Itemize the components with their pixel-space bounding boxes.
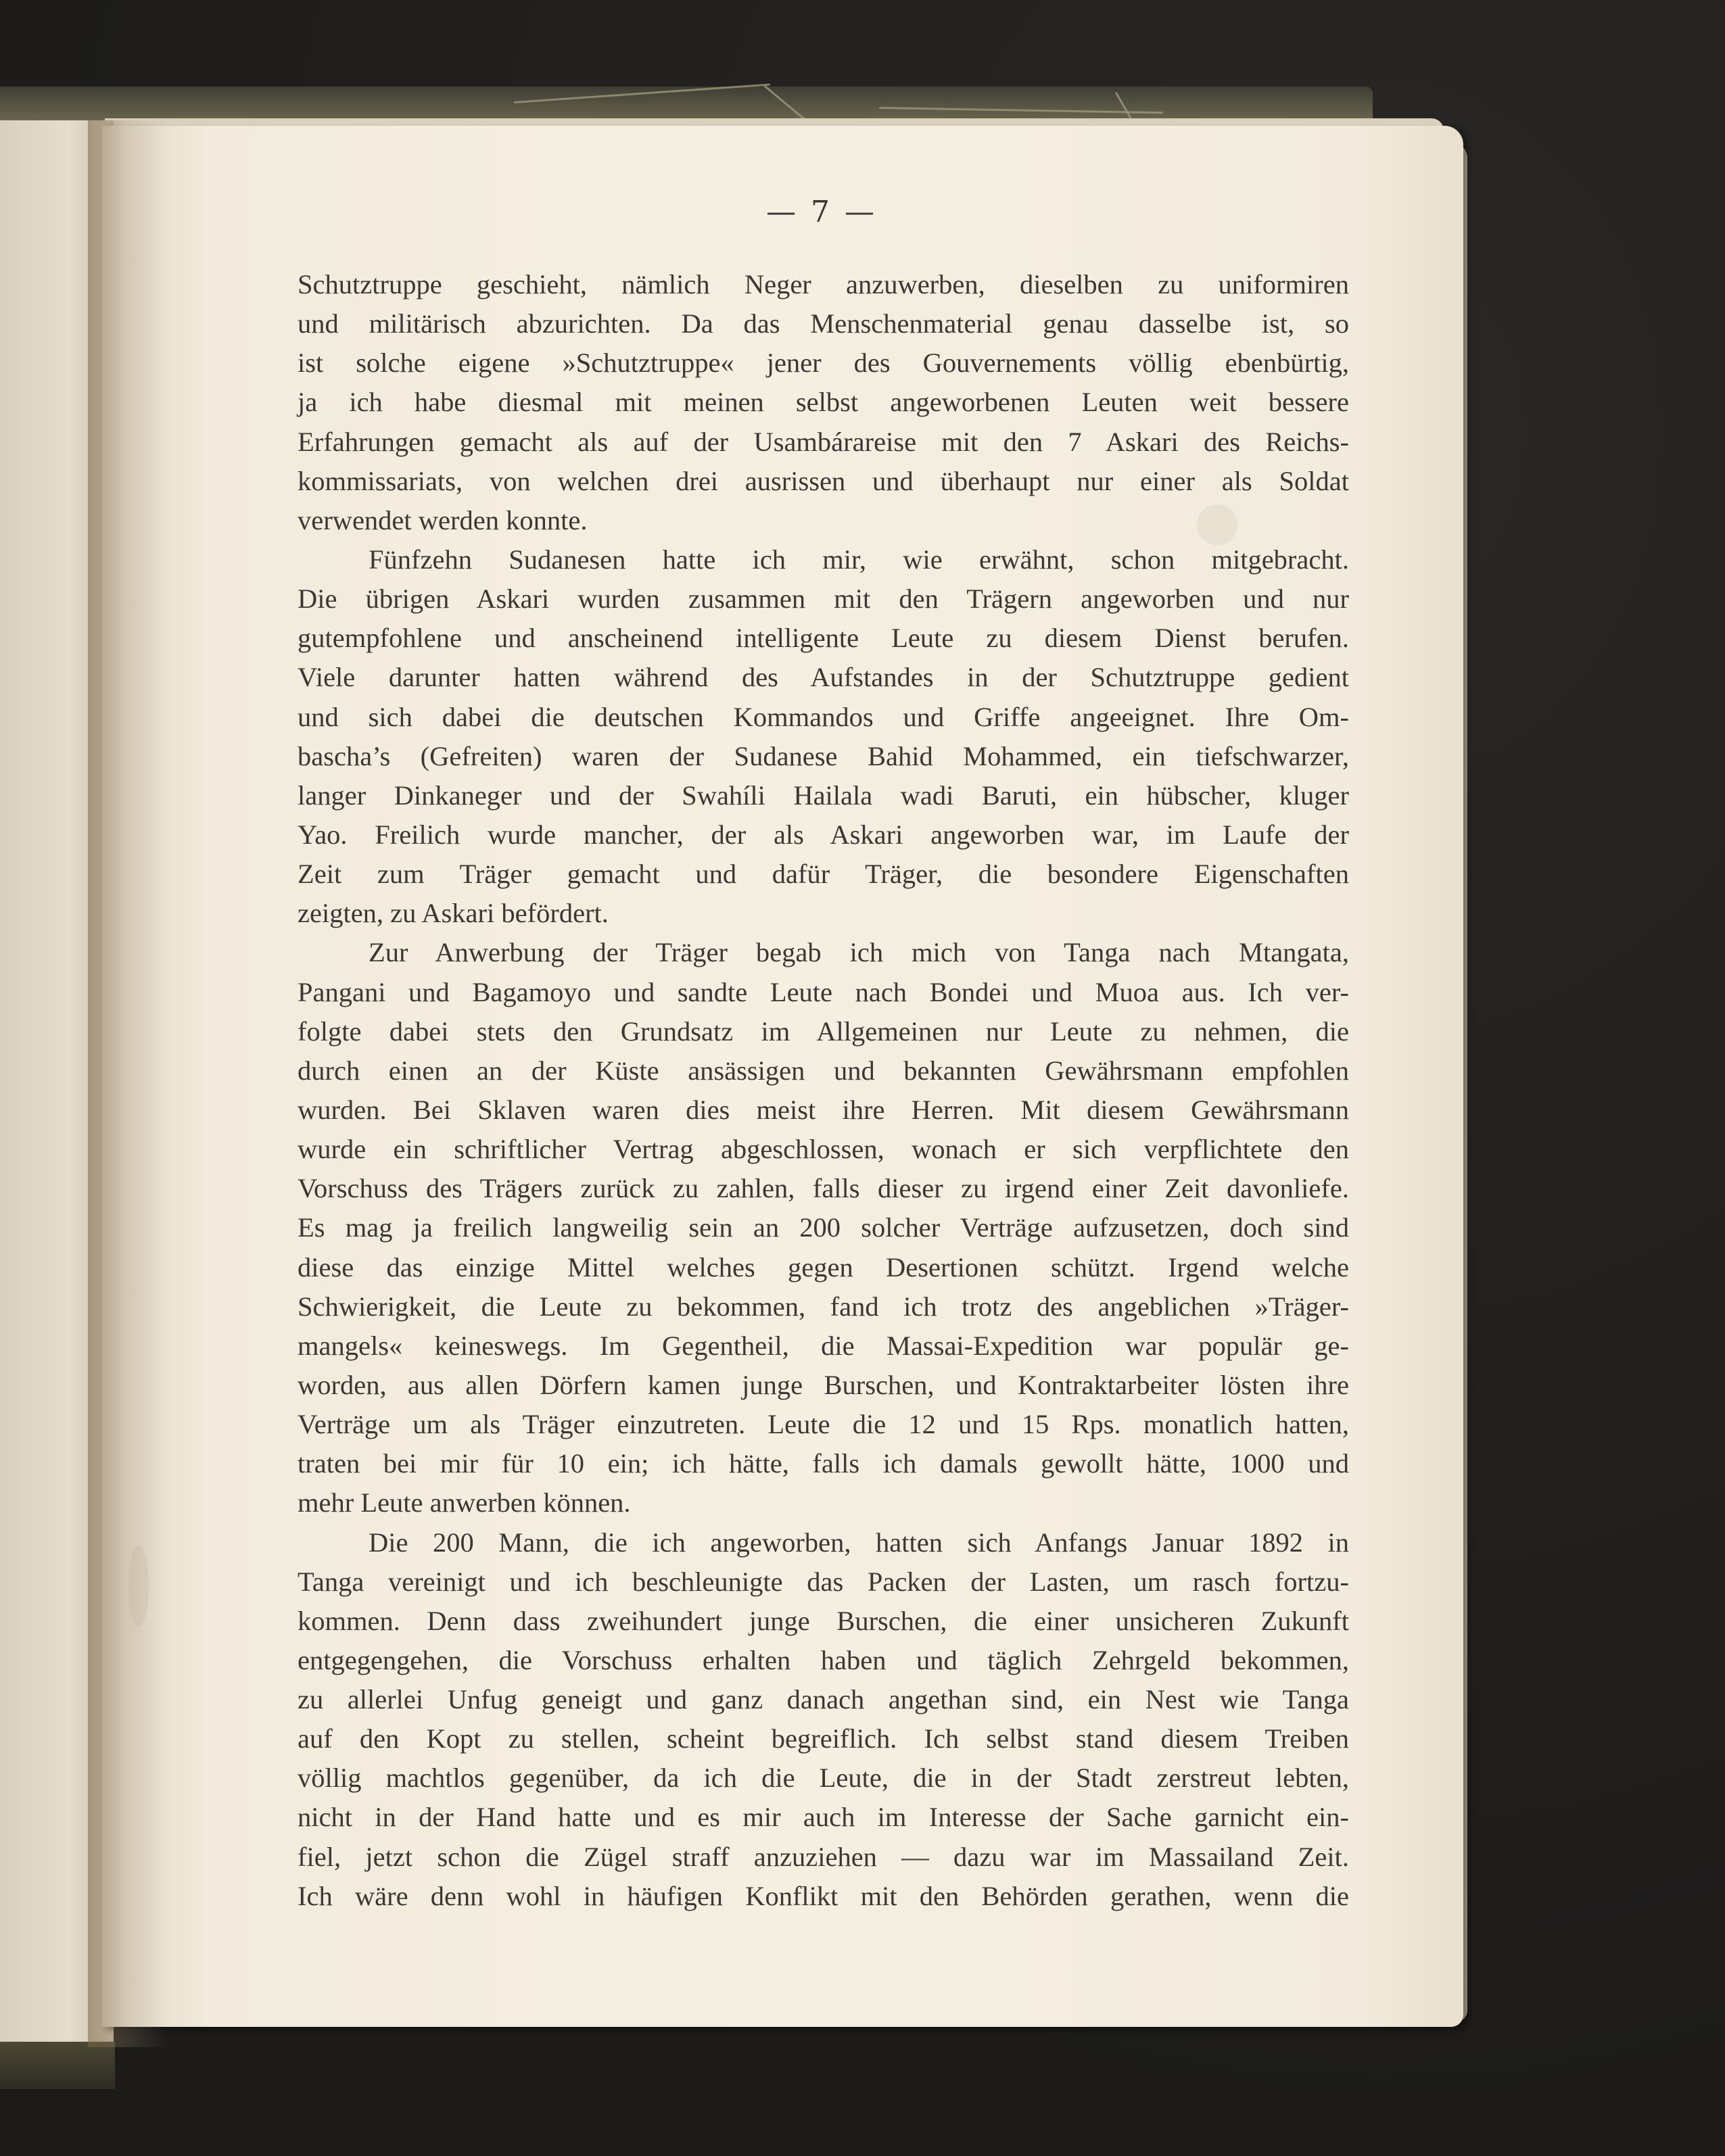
text-line: und militärisch abzurichten. Da das Menschenmaterial genau dasselbe ist, so: [298, 308, 1349, 339]
text-line: ist solche eigene »Schutztruppe« jener des Gouvernements völlig ebenbürtig,: [298, 348, 1349, 379]
body-text: [298, 265, 1349, 1916]
text-line: gutempfohlene und anscheinend intelligente Leute zu diesem Dienst berufen.: [298, 623, 1349, 654]
text-line: Tanga vereinigt und ich beschleunigte das Packen der Lasten, um rasch fortzu-: [298, 1566, 1349, 1597]
text-line: mangels« keineswegs. Im Gegentheil, die Massai-Expedition war populär ge-: [298, 1330, 1349, 1361]
text-line: kommen. Denn dass zweihundert junge Burschen, die einer unsicheren Zukunft: [298, 1605, 1349, 1636]
book-cover-bottom-edge: [0, 2042, 115, 2089]
text-line: mehr Leute anwerben können.: [298, 1487, 631, 1518]
text-line: Vorschuss des Trägers zurück zu zahlen, falls dieser zu irgend einer Zeit davonliefe.: [298, 1173, 1349, 1204]
text-line: ja ich habe diesmal mit meinen selbst angeworbenen Leuten weit bessere: [298, 387, 1349, 418]
page-number: — 7 —: [766, 195, 877, 229]
text-line: wurden. Bei Sklaven waren dies meist ihre Herren. Mit diesem Gewährsmann: [298, 1094, 1349, 1125]
text-line: zu allerlei Unfug geneigt und ganz danach angethan sind, ein Nest wie Tanga: [298, 1684, 1349, 1715]
gutter-shadow: [88, 120, 169, 2047]
text-line: verwendet werden konnte.: [298, 504, 588, 535]
text-line: Zur Anwerbung der Träger begab ich mich von Tanga nach Mtangata,: [369, 937, 1349, 968]
text-line: durch einen an der Küste ansässigen und bekannten Gewährsmann empfohlen: [298, 1055, 1349, 1086]
text-line: bascha’s (Gefreiten) waren der Sudanese Bahid Mohammed, ein tiefschwarzer,: [298, 740, 1349, 771]
text-line: Es mag ja freilich langweilig sein an 200 solcher Verträge aufzusetzen, doch sind: [298, 1212, 1349, 1243]
text-line: traten bei mir für 10 ein; ich hätte, falls ich damals gewollt hätte, 1000 und: [298, 1448, 1349, 1479]
text-line: völlig machtlos gegenüber, da ich die Leute, die in der Stadt zerstreut lebten,: [298, 1763, 1349, 1794]
text-line: langer Dinkaneger und der Swahíli Hailala wadi Baruti, ein hübscher, kluger: [298, 780, 1349, 811]
text-line: auf den Kopt zu stellen, scheint begreiflich. Ich selbst stand diesem Treiben: [298, 1723, 1349, 1754]
text-line: und sich dabei die deutschen Kommandos und Griffe angeeignet. Ihre Om-: [298, 701, 1349, 732]
text-line: Erfahrungen gemacht als auf der Usambárareise mit den 7 Askari des Reichs-: [298, 426, 1349, 457]
text-line: diese das einzige Mittel welches gegen Desertionen schützt. Irgend welche: [298, 1251, 1349, 1283]
text-line: Schwierigkeit, die Leute zu bekommen, fand ich trotz des angeblichen »Träger-: [298, 1291, 1349, 1322]
text-line: folgte dabei stets den Grundsatz im Allgemeinen nur Leute zu nehmen, die: [298, 1015, 1349, 1047]
text-line: Die übrigen Askari wurden zusammen mit den Trägern angeworben und nur: [298, 583, 1349, 615]
text-line: Verträge um als Träger einzutreten. Leute die 12 und 15 Rps. monatlich hatten,: [298, 1409, 1349, 1440]
text-line: fiel, jetzt schon die Zügel straff anzuziehen — dazu war im Massailand Zeit.: [298, 1841, 1349, 1872]
text-line: Viele darunter hatten während des Aufstandes in der Schutztruppe gedient: [298, 662, 1349, 693]
text-line: Zeit zum Träger gemacht und dafür Träger, die besondere Eigenschaften: [298, 859, 1349, 890]
text-line: Schutztruppe geschieht, nämlich Neger anzuwerben, dieselben zu uniformiren: [298, 269, 1349, 300]
text-line: worden, aus allen Dörfern kamen junge Burschen, und Kontraktarbeiter lösten ihre: [298, 1369, 1349, 1400]
text-line: zeigten, zu Askari befördert.: [298, 898, 609, 929]
text-line: kommissariats, von welchen drei ausrissen und überhaupt nur einer als Soldat: [298, 465, 1349, 496]
text-line: entgegengehen, die Vorschuss erhalten haben und täglich Zehrgeld bekommen,: [298, 1644, 1349, 1675]
text-line: Pangani und Bagamoyo und sandte Leute nach Bondei und Muoa aus. Ich ver-: [298, 976, 1349, 1007]
text-line: Die 200 Mann, die ich angeworben, hatten sich Anfangs Januar 1892 in: [369, 1527, 1349, 1558]
text-line: Ich wäre denn wohl in häufigen Konflikt mit den Behörden gerathen, wenn die: [298, 1880, 1349, 1911]
text-line: nicht in der Hand hatte und es mir auch im Interesse der Sache garnicht ein-: [298, 1802, 1349, 1833]
text-line: Fünfzehn Sudanesen hatte ich mir, wie erwähnt, schon mitgebracht.: [369, 544, 1349, 575]
text-line: wurde ein schriftlicher Vertrag abgeschlossen, wonach er sich verpflichtete den: [298, 1134, 1349, 1165]
text-line: Yao. Freilich wurde mancher, der als Askari angeworben war, im Laufe der: [298, 819, 1349, 850]
